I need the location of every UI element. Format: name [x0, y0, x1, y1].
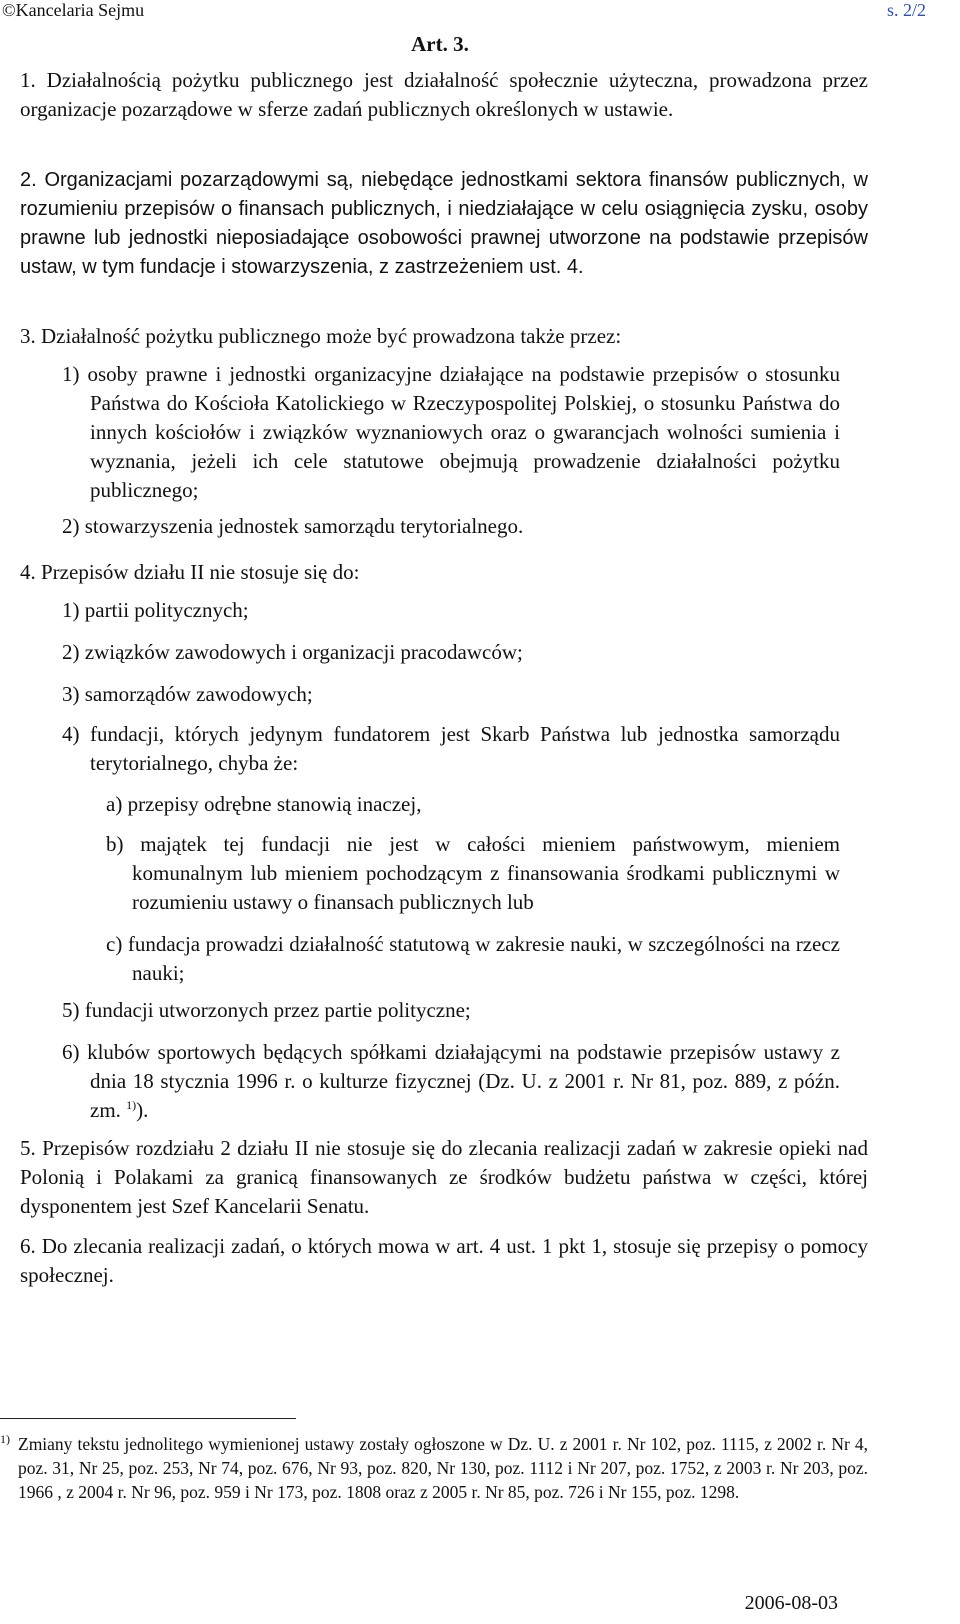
- footnote-marker: 1): [0, 1432, 10, 1446]
- list-item: 2) związków zawodowych i organizacji pracodawców;: [62, 640, 523, 664]
- page-number[interactable]: s. 2/2: [886, 0, 926, 20]
- sub-list-item: b) majątek tej fundacji nie jest w całości mieniem państwowym, mieniem komunalnym lub mieniem pochodzącym z finansowania środkami publicznymi w rozumieniu ustawy o finansach publicznych lub: [106, 832, 840, 914]
- article-title: Art. 3.: [411, 32, 469, 56]
- list-item: 4) fundacji, których jedynym fundatorem jest Skarb Państwa lub jednostka samorządu terytorialnego, chyba że:: [62, 722, 840, 775]
- paragraph-5: 5. Przepisów rozdziału 2 działu II nie stosuje się do zlecania realizacji zadań w zakresie opieki nad Polonią i Polakami za granicą finansowanych ze środków budżetu państwa w części, której dysponentem jest Szef Kancelarii Senatu.: [20, 1136, 868, 1218]
- list-item-text: 6) klubów sportowych będących spółkami działającymi na podstawie przepisów ustawy z dnia 18 stycznia 1996 r. o kulturze fizycznej (Dz. U. z 2001 r. Nr 81, poz. 889, z późn. zm.: [62, 1040, 840, 1122]
- paragraph-4: 4. Przepisów działu II nie stosuje się do:: [20, 560, 360, 584]
- list-item-end: ).: [136, 1098, 149, 1122]
- list-item: 3) samorządów zawodowych;: [62, 682, 313, 706]
- paragraph-2: 2. Organizacjami pozarządowymi są, niebędące jednostkami sektora finansów publicznych, w rozumieniu przepisów o finansach publicznych, i niedziałające w celu osiągnięcia zysku, osoby prawne lub jednostki nieposiadające osobowości prawnej utworzone na podstawie przepisów ustaw, w tym fundacje i stowarzyszenia, z zastrzeżeniem ust. 4.: [20, 169, 868, 278]
- paragraph-1: 1. Działalnością pożytku publicznego jest działalność społecznie użyteczna, prowadzona przez organizacje pozarządowe w sferze zadań publicznych określonych w ustawie.: [20, 68, 868, 121]
- sub-list-item: a) przepisy odrębne stanowią inaczej,: [106, 792, 422, 816]
- list-item: 5) fundacji utworzonych przez partie polityczne;: [62, 998, 471, 1022]
- list-item: 1) partii politycznych;: [62, 598, 249, 622]
- footnote-divider: [0, 1418, 296, 1419]
- footer-date: 2006-08-03: [744, 1592, 838, 1614]
- header-left: ©Kancelaria Sejmu: [2, 0, 145, 20]
- paragraph-3: 3. Działalność pożytku publicznego może być prowadzona także przez:: [20, 324, 622, 348]
- paragraph-6: 6. Do zlecania realizacji zadań, o których mowa w art. 4 ust. 1 pkt 1, stosuje się przepisy o pomocy społecznej.: [20, 1234, 868, 1287]
- footnote-text: Zmiany tekstu jednolitego wymienionej ustawy zostały ogłoszone w Dz. U. z 2001 r. Nr 102, poz. 1115, z 2002 r. Nr 4, poz. 31, Nr 25, poz. 253, Nr 74, poz. 676, Nr 93, poz. 820, Nr 130, poz. 1112 i Nr 207, poz. 1752, z 2003 r. Nr 203, poz. 1966 , z 2004 r. Nr 96, poz. 959 i Nr 173, poz. 1808 oraz z 2005 r. Nr 85, poz. 726 i Nr 155, poz. 1298.: [18, 1434, 868, 1502]
- footnote-ref[interactable]: 1): [126, 1098, 137, 1112]
- list-item: [62, 1038, 840, 1125]
- sub-list-item: c) fundacja prowadzi działalność statutową w zakresie nauki, w szczególności na rzecz nauki;: [106, 932, 840, 985]
- list-item: 2) stowarzyszenia jednostek samorządu terytorialnego.: [62, 514, 524, 538]
- list-item: 1) osoby prawne i jednostki organizacyjne działające na podstawie przepisów o stosunku Państwa do Kościoła Katolickiego w Rzeczypospolitej Polskiej, o stosunku Państwa do innych kościołów i związków wyznaniowych oraz o gwarancjach wolności sumienia i wyznania, jeżeli ich cele statutowe obejmują prowadzenie działalności pożytku publicznego;: [62, 362, 840, 502]
